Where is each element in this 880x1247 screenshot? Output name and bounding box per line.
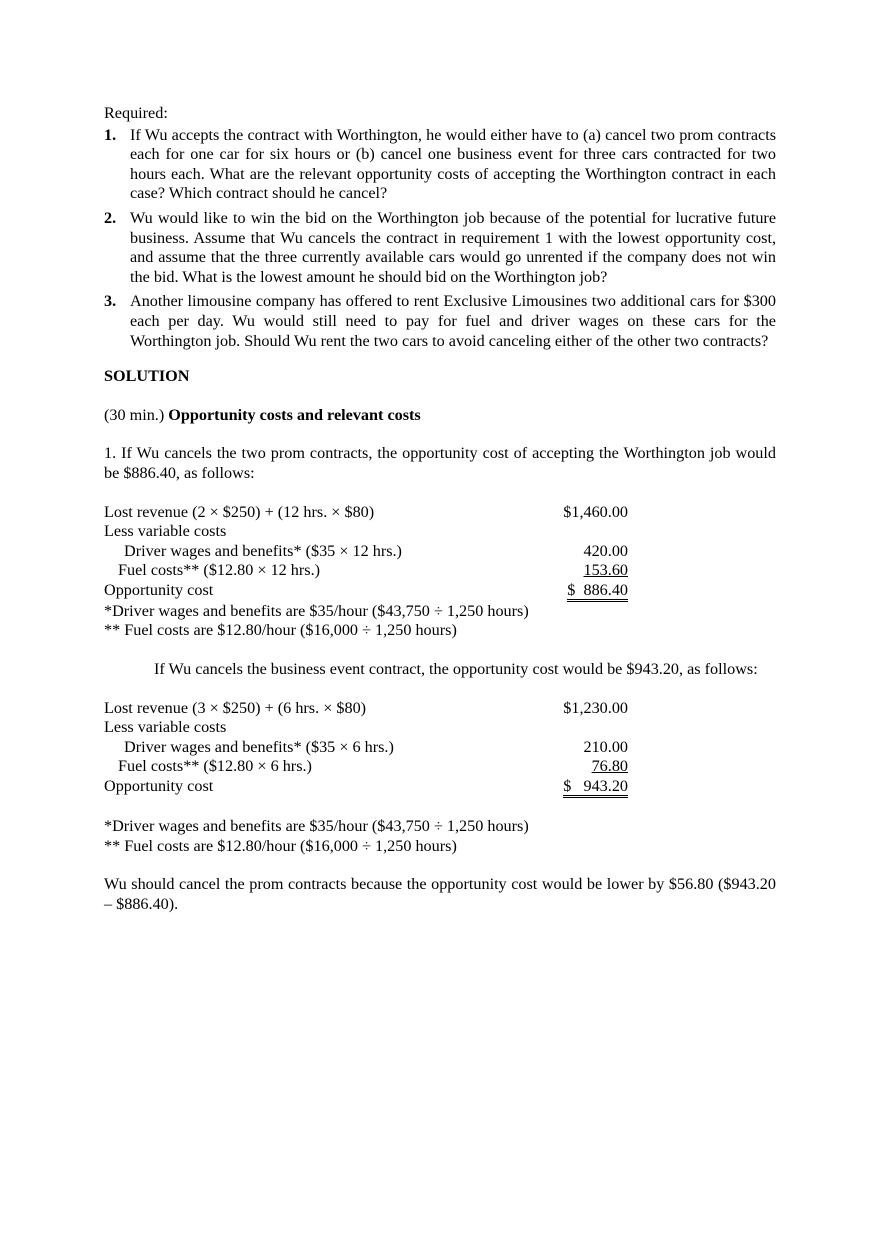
requirement-item [104,126,776,204]
requirement-number: 1. [104,125,117,144]
opportunity-cost-label: Opportunity cost [104,580,214,599]
table-row [104,561,628,581]
opportunity-cost-value: $ 886.40 [567,582,628,602]
requirements-list [104,126,776,352]
opportunity-cost-label: Opportunity cost [104,777,214,796]
lost-revenue-value: $1,460.00 [563,502,628,521]
lost-revenue-value: $1,230.00 [563,698,628,717]
less-variable-costs-label: Less variable costs [104,718,227,737]
paragraph-business-cancel: If Wu cancels the business event contract, the opportunity cost would be $943.20, as follows: [154,660,758,679]
required-label: Required: [104,104,168,122]
business-event-cost-table [104,699,628,798]
less-variable-costs-label: Less variable costs [104,522,227,541]
table-row [104,777,628,798]
table-row [104,738,628,758]
document-page [104,104,776,914]
footnote-driver: *Driver wages and benefits are $35/hour ($43,750 ÷ 1,250 hours) [104,817,529,836]
requirement-item [104,209,776,287]
requirement-number: 3. [104,292,117,311]
prom-cost-table [104,503,628,602]
lost-revenue-label: Lost revenue (2 × $250) + (12 hrs. × $80) [104,502,375,521]
solution-subheading [104,406,776,426]
requirement-text: Wu would like to win the bid on the Worthington job because of the potential for lucrative future business. Assume that Wu cancels the contract in requirement 1 with the lowest opportunity cost, and assume that the three currently available cars would go unrented if the company does not win the bid. What is the lowest amount he should bid on the Worthington job? [130,208,776,286]
paragraph-prom-cancel: 1. If Wu cancels the two prom contracts, the opportunity cost of accepting the Worthington job would be $886.40, as follows: [104,444,776,482]
requirement-number: 2. [104,208,117,227]
lost-revenue-label: Lost revenue (3 × $250) + (6 hrs. × $80) [104,698,367,717]
table-row [104,757,628,777]
solution-heading: SOLUTION [104,367,190,386]
fuel-costs-value: 76.80 [591,757,628,776]
table-row [104,718,628,738]
table-row [104,699,628,719]
conclusion-paragraph: Wu should cancel the prom contracts because the opportunity cost would be lower by $56.80 ($943.20 – $886.40). [104,875,776,913]
opportunity-cost-value: $ 943.20 [563,778,628,798]
driver-wages-label: Driver wages and benefits* ($35 × 12 hrs.) [124,541,402,560]
table-row [104,503,628,523]
requirement-text: If Wu accepts the contract with Worthington, he would either have to (a) cancel two prom contracts each for one car for six hours or (b) cancel one business event for three cars contracted for two hours each. What are the relevant opportunity costs of accepting the Worthington contract in each case? Which contract should he cancel? [130,125,776,203]
footnote-driver: *Driver wages and benefits are $35/hour ($43,750 ÷ 1,250 hours) [104,601,529,620]
table-row [104,581,628,602]
requirement-text: Another limousine company has offered to rent Exclusive Limousines two additional cars for $300 each per day. Wu would still need to pay for fuel and driver wages on these cars for the Worthington job. Should Wu rent the two cars to avoid canceling either of the other two contracts? [130,292,776,350]
table-row [104,522,628,542]
footnote-fuel: ** Fuel costs are $12.80/hour ($16,000 ÷ 1,250 hours) [104,621,457,640]
fuel-costs-value: 153.60 [583,561,628,580]
fuel-costs-label: Fuel costs** ($12.80 × 12 hrs.) [118,561,321,580]
fuel-costs-label: Fuel costs** ($12.80 × 6 hrs.) [118,757,312,776]
driver-wages-value: 420.00 [583,541,628,560]
driver-wages-value: 210.00 [583,737,628,756]
footnote-fuel: ** Fuel costs are $12.80/hour ($16,000 ÷ 1,250 hours) [104,836,457,855]
table-row [104,542,628,562]
requirement-item [104,292,776,351]
subheading-title: Opportunity costs and relevant costs [168,405,421,424]
time-estimate: (30 min.) [104,405,165,424]
driver-wages-label: Driver wages and benefits* ($35 × 6 hrs.) [124,737,394,756]
